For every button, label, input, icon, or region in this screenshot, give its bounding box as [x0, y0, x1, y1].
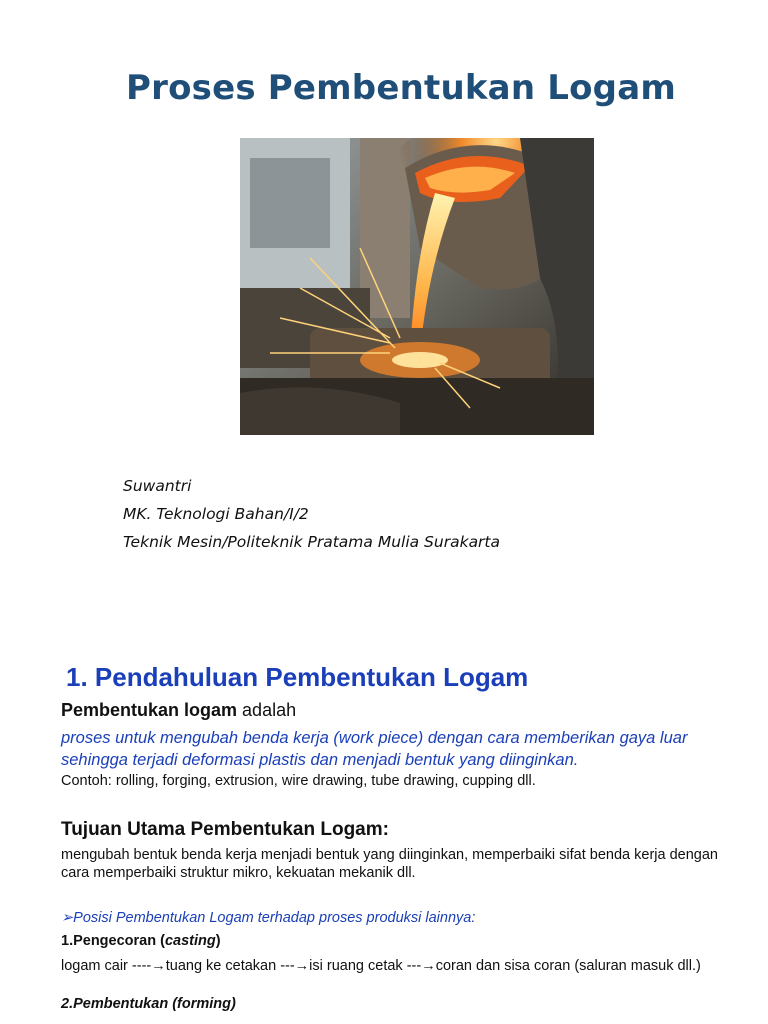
example-text: Contoh: rolling, forging, extrusion, wire drawing, tube drawing, cupping dll.: [61, 773, 536, 789]
item-casting-term: casting: [164, 933, 216, 949]
purpose-text: mengubah bentuk benda kerja menjadi bentuk yang diinginkan, memperbaiki sifat benda kerja dengan cara memperbaiki struktur mikro, kekuatan mekanik dll.: [61, 847, 718, 881]
section-heading-intro: 1. Pendahuluan Pembentukan Logam: [66, 662, 529, 692]
author-name: Suwantri: [123, 477, 192, 495]
item-forming-heading: 2.Pembentukan (forming): [61, 996, 236, 1012]
position-note-text: Posisi Pembentukan Logam terhadap proses produksi lainnya:: [73, 910, 476, 926]
item-casting-body: logam cair ----→tuang ke cetakan ---→isi ruang cetak ---→coran dan sisa coran (saluran masuk dll.): [61, 958, 701, 974]
document-title: Proses Pembentukan Logam: [125, 68, 676, 108]
definition-term-suffix: adalah: [237, 700, 297, 720]
position-note: [61, 910, 475, 926]
definition-text: proses untuk mengubah benda kerja (work piece) dengan cara memberikan gaya luar sehingga terjadi deformasi plastis dan menjadi bentuk yang diinginkan.: [61, 729, 688, 769]
definition-term: Pembentukan logam: [61, 700, 238, 720]
foundry-pouring-photo: [240, 138, 594, 435]
course-info: MK. Teknologi Bahan/I/2: [123, 505, 309, 523]
arrow-bullet-icon: ➢: [61, 910, 74, 926]
author-block: [123, 472, 500, 556]
item-casting-prefix: 1.Pengecoran (: [61, 933, 165, 949]
section-heading-purpose: Tujuan Utama Pembentukan Logam:: [61, 819, 389, 840]
institution-info: Teknik Mesin/Politeknik Pratama Mulia Surakarta: [123, 533, 501, 551]
item-casting-suffix: ): [215, 933, 221, 949]
item-casting-heading: [61, 933, 221, 949]
definition-lead: [61, 700, 296, 721]
